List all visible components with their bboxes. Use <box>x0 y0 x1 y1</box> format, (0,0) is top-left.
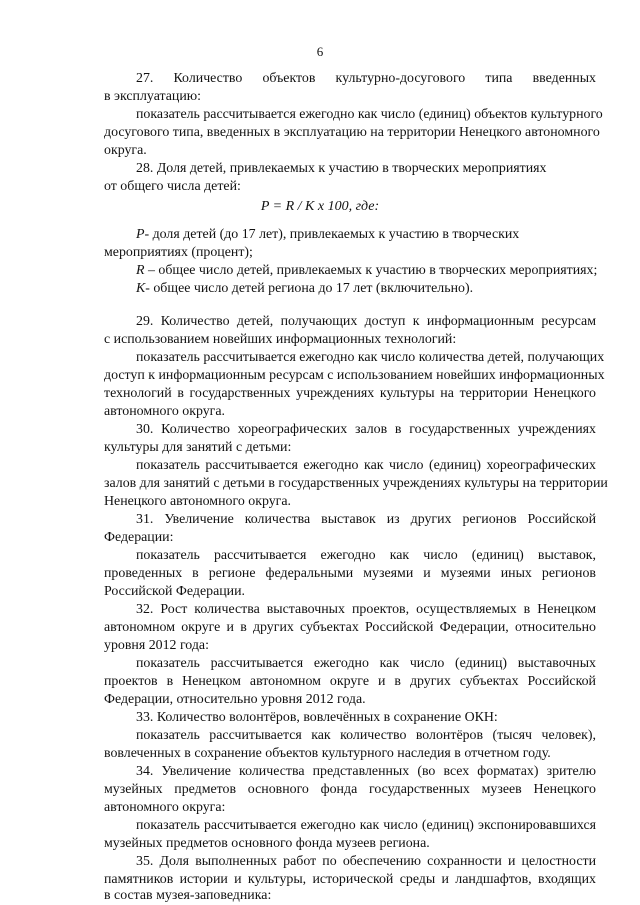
text-line: показатель рассчитывается ежегодно как число (единиц) экспонировавшихся <box>136 818 596 833</box>
text-line: доступ к информационным ресурсам с использованием новейших информационных <box>104 368 605 383</box>
definition-p-continuation: мероприятиях (процент); <box>104 245 253 260</box>
text-line: автономного округа: <box>104 800 226 815</box>
definition-r-text: – общее число детей, привлекаемых к участию в творческих мероприятиях; <box>144 263 598 278</box>
definition-r <box>136 262 596 280</box>
item-32-heading: 32. Рост количества выставочных проектов, осуществляемых в Ненецком <box>136 602 596 617</box>
item-31-heading: 31. Увеличение количества выставок из других регионов Российской <box>136 512 596 527</box>
text-line: показатель рассчитывается ежегодно как число (единиц) хореографических <box>136 458 596 473</box>
text-line: автономном округе и в других субъектах Российской Федерации, относительно <box>104 620 596 635</box>
text-line: показатель рассчитывается ежегодно как число (единиц) объектов культурного <box>136 107 603 122</box>
text-line: в эксплуатацию: <box>104 89 202 104</box>
text-line: в состав музея-заповедника: <box>104 888 272 903</box>
page-number: 6 <box>316 44 324 59</box>
definition-k-text: - общее число детей региона до 17 лет (включительно). <box>145 281 474 296</box>
symbol-k: K <box>136 281 146 296</box>
text-line: культуры для занятий с детьми: <box>104 440 292 455</box>
text-line: музейных предметов основного фонда государственных музеев Ненецкого <box>104 782 596 797</box>
definition-p-text: - доля детей (до 17 лет), привлекаемых к участию в творческих <box>144 227 520 242</box>
text-line: от общего числа детей: <box>104 179 241 194</box>
definition-k <box>136 280 596 298</box>
text-line: Федерации: <box>104 530 174 545</box>
text-line: Федерации, относительно уровня 2012 года. <box>104 692 366 707</box>
text-line: показатель рассчитывается как количество волонтёров (тысяч человек), <box>136 728 596 743</box>
text-line: округа. <box>104 143 147 158</box>
text-line: музейных предметов основного фонда музеев региона. <box>104 836 430 851</box>
text-line: показатель рассчитывается ежегодно как число (единиц) выставок, <box>136 548 596 563</box>
definition-p <box>136 226 596 244</box>
text-line: показатель рассчитывается ежегодно как число (единиц) выставочных <box>136 656 596 671</box>
text-line: досугового типа, введенных в эксплуатацию на территории Ненецкого автономного <box>104 125 600 140</box>
item-28-heading: 28. Доля детей, привлекаемых к участию в творческих мероприятиях <box>136 161 547 176</box>
item-33-heading: 33. Количество волонтёров, вовлечённых в сохранение ОКН: <box>136 710 498 725</box>
item-30-heading: 30. Количество хореографических залов в государственных учреждениях <box>136 422 596 437</box>
item-27-heading: 27. Количество объектов культурно-досугового типа введенных <box>136 71 596 86</box>
text-line: памятников истории и культуры, исторической среды и ландшафтов, входящих <box>104 872 596 887</box>
text-line: уровня 2012 года: <box>104 638 209 653</box>
item-35-heading: 35. Доля выполненных работ по обеспечению сохранности и целостности <box>136 854 596 869</box>
text-line: вовлеченных в сохранение объектов культурного наследия в отчетном году. <box>104 746 551 761</box>
text-line: показатель рассчитывается ежегодно как число количества детей, получающих <box>136 350 605 365</box>
text-line: Ненецкого автономного округа. <box>104 494 291 509</box>
formula: P = R / K x 100, где: <box>260 199 380 214</box>
item-29-heading: 29. Количество детей, получающих доступ к информационным ресурсам <box>136 314 596 329</box>
symbol-r: R <box>136 263 145 278</box>
symbol-p: P <box>136 227 145 242</box>
text-line: автономного округа. <box>104 404 225 419</box>
text-line: залов для занятий с детьми в государственных учреждениях культуры на территории <box>104 476 608 491</box>
item-34-heading: 34. Увеличение количества представленных (во всех форматах) зрителю <box>136 764 596 779</box>
text-line: проведенных в регионе федеральными музеями и музеями иных регионов <box>104 566 596 581</box>
text-line: Российской Федерации. <box>104 584 246 599</box>
text-line: технологий в государственных учреждениях культуры на территории Ненецкого <box>104 386 596 401</box>
text-line: с использованием новейших информационных технологий: <box>104 332 457 347</box>
text-line: проектов в Ненецком автономном округе и в других субъектах Российской <box>104 674 596 689</box>
